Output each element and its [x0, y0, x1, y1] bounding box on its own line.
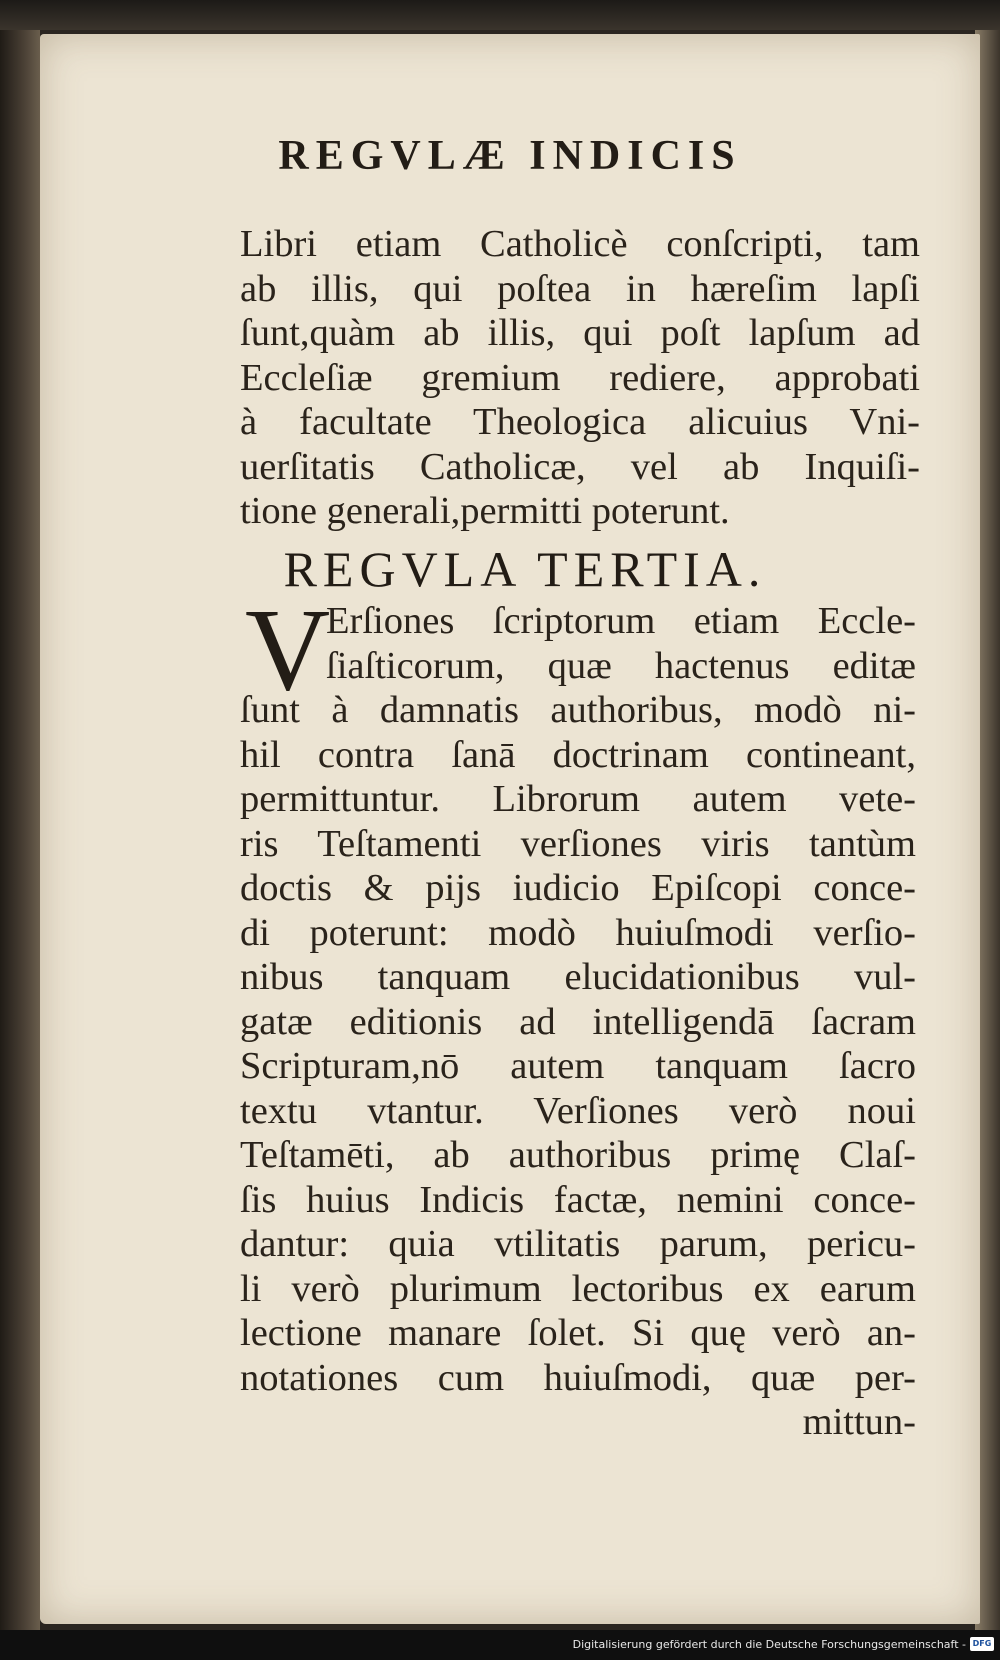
book-binding-left [0, 30, 40, 1630]
text-line: dantur: quia vtilitatis parum, pericu- [240, 1223, 916, 1265]
footer-credit: Digitalisierung gefördert durch die Deutsche Forschungsgemeinschaft - [572, 1638, 966, 1651]
section-heading: REGVLA TERTIA. [283, 541, 767, 597]
text-line: ſunt,quàm ab illis, qui poſt lapſum ad [240, 312, 920, 354]
text-line: ſiaſticorum, quæ hactenus editæ [326, 644, 916, 687]
text-line: gatæ editionis ad intelligendā ſacram [240, 1000, 916, 1043]
book-page [40, 34, 980, 1624]
catchword: mittun- [802, 1401, 916, 1443]
running-header: REGVLÆ INDICIS [278, 133, 742, 179]
drop-capital: V [245, 584, 331, 715]
text-line: di poterunt: modò huiuſmodi verſio- [240, 911, 916, 954]
text-line: uerſitatis Catholicæ, vel ab Inquiſi- [240, 445, 920, 488]
text-line: à facultate Theologica alicuius Vni- [240, 401, 920, 443]
text-line: ſunt à damnatis authoribus, modò ni- [240, 689, 916, 731]
text-line: Teſtamēti, ab authoribus primę Claſ- [240, 1134, 916, 1176]
text-line: ſis huius Indicis factæ, nemini conce- [240, 1178, 916, 1221]
text-line: Scripturam,nō autem tanquam ſacro [240, 1045, 916, 1087]
text-line: Eccleſiæ gremium rediere, approbati [240, 356, 920, 399]
text-line: Erſiones ſcriptorum etiam Eccle- [326, 600, 916, 642]
text-line: li verò plurimum lectoribus ex earum [240, 1267, 916, 1310]
text-line: lectione manare ſolet. Si quę verò an- [240, 1312, 916, 1354]
text-line: textu vtantur. Verſiones verò noui [240, 1089, 916, 1132]
text-line: ab illis, qui poſtea in hæreſim lapſi [240, 267, 920, 310]
text-line: permittuntur. Librorum autem vete- [240, 778, 916, 820]
paragraph-1 [240, 222, 920, 534]
text-line: notationes cum huiuſmodi, quæ per- [240, 1356, 916, 1399]
paragraph-2 [240, 599, 916, 1445]
text-line: hil contra ſanā doctrinam contineant, [240, 733, 916, 776]
text-line: Libri etiam Catholicè conſcripti, tam [240, 223, 920, 265]
text-line: nibus tanquam elucidationibus vul- [240, 956, 916, 998]
text-line: doctis & pijs iudicio Epiſcopi conce- [240, 867, 916, 909]
dfg-logo: DFG [970, 1637, 994, 1651]
text-line: tione generali,permitti poterunt. [240, 490, 730, 532]
scan-top-edge [0, 0, 1000, 30]
text-line: ris Teſtamenti verſiones viris tantùm [240, 822, 916, 865]
